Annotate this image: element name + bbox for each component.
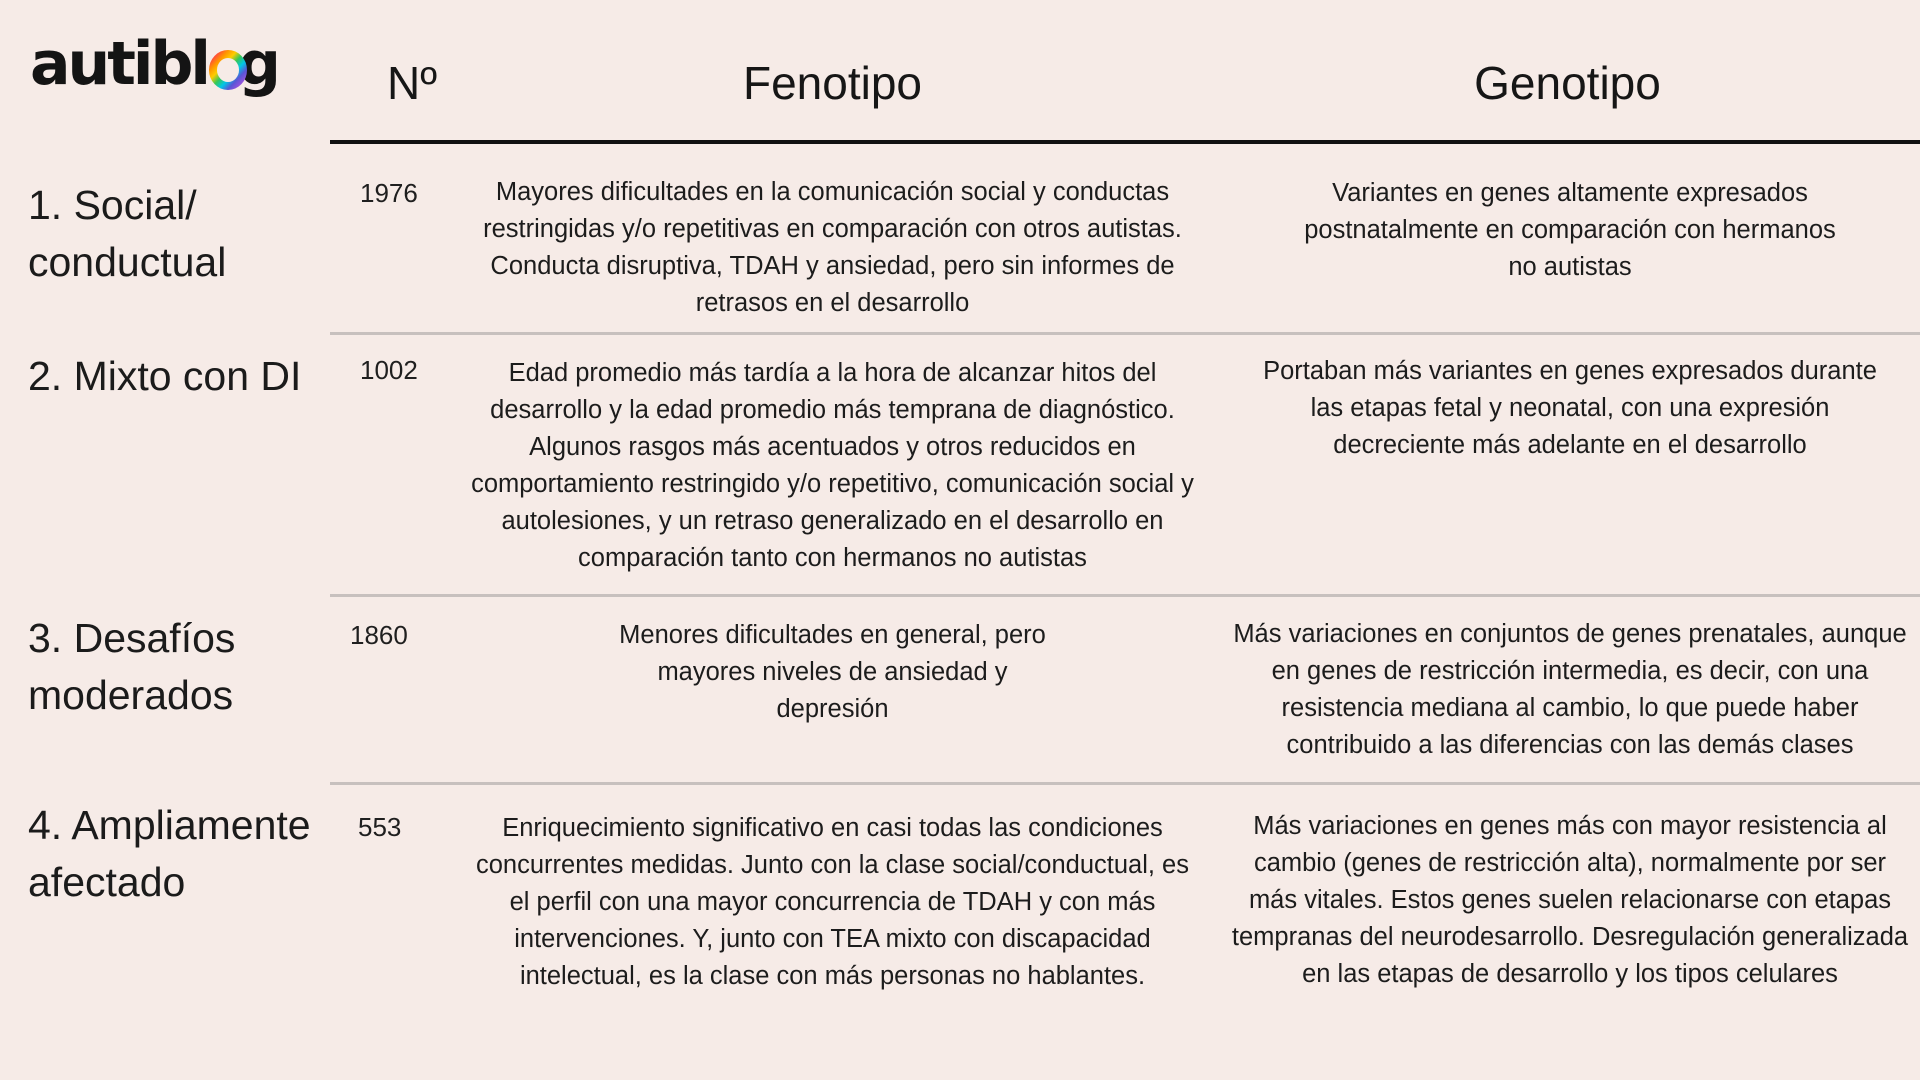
- row-separator: [330, 782, 1920, 785]
- row-4-class: 4. Ampliamente afectado: [28, 802, 311, 905]
- row-2-count: 1002: [360, 355, 418, 385]
- header-fenotipo: Fenotipo: [742, 57, 922, 109]
- row-2-fenotipo: Edad promedio más tardía a la hora de alcanzar hitos del desarrollo y la edad promedio más temprana de diagnóstico. Algunos rasgos más acentuados y otros reducidos en comportamiento restringido y/o repetitivo, comunicación social y autolesiones, y un retraso generalizado en el desarrollo en comparación tanto con hermanos no autistas: [471, 359, 1194, 572]
- row-1-class: 1. Social/ conductual: [28, 182, 227, 285]
- row-separator: [330, 332, 1920, 335]
- row-1-fenotipo: Mayores dificultades en la comunicación social y conductas restringidas y/o repetitivas en comparación con otros autistas. Conducta disruptiva, TDAH y ansiedad, pero sin informes de retrasos en el desarrollo: [483, 178, 1182, 317]
- rainbow-o-icon: [208, 38, 252, 90]
- row-1-genotipo: Variantes en genes altamente expresados postnatalmente en comparación con hermanos no autistas: [1304, 179, 1836, 281]
- row-4-fenotipo: Enriquecimiento significativo en casi todas las condiciones concurrentes medidas. Junto con la clase social/conductual, es el perfil con una mayor concurrencia de TDAH y con más intervenciones. Y, junto con TEA mixto con discapacidad intelectual, es la clase con más personas no hablantes.: [476, 814, 1189, 990]
- row-2-class: 2. Mixto con DI: [28, 353, 302, 399]
- autiblog-logo: [30, 29, 278, 99]
- row-separator: [330, 594, 1920, 597]
- header-num: Nº: [386, 57, 438, 109]
- row-3-fenotipo: Menores dificultades en general, pero mayores niveles de ansiedad y depresión: [619, 621, 1046, 723]
- row-3-genotipo: Más variaciones en conjuntos de genes prenatales, aunque en genes de restricción intermedia, es decir, con una resistencia mediana al cambio, lo que puede haber contribuido a las diferencias con las demás clases: [1233, 620, 1907, 759]
- row-2-genotipo: Portaban más variantes en genes expresados durante las etapas fetal y neonatal, con una expresión decreciente más adelante en el desarrollo: [1263, 357, 1877, 459]
- row-3-count: 1860: [350, 620, 408, 650]
- logo-text-end: g: [237, 29, 278, 99]
- logo-infinity-o: [208, 44, 238, 84]
- row-1-count: 1976: [360, 178, 418, 208]
- logo-text-start: autibl: [30, 29, 208, 99]
- row-4-genotipo: Más variaciones en genes más con mayor resistencia al cambio (genes de restricción alta), normalmente por ser más vitales. Estos genes suelen relacionarse con etapas tempranas del neurodesarrollo. Desregulación generalizada en las etapas de desarrollo y los tipos celulares: [1231, 812, 1909, 988]
- row-4-count: 553: [358, 812, 402, 842]
- header-rule: [330, 140, 1920, 144]
- row-3-class: 3. Desafíos moderados: [28, 615, 236, 718]
- header-genotipo: Genotipo: [1474, 57, 1661, 109]
